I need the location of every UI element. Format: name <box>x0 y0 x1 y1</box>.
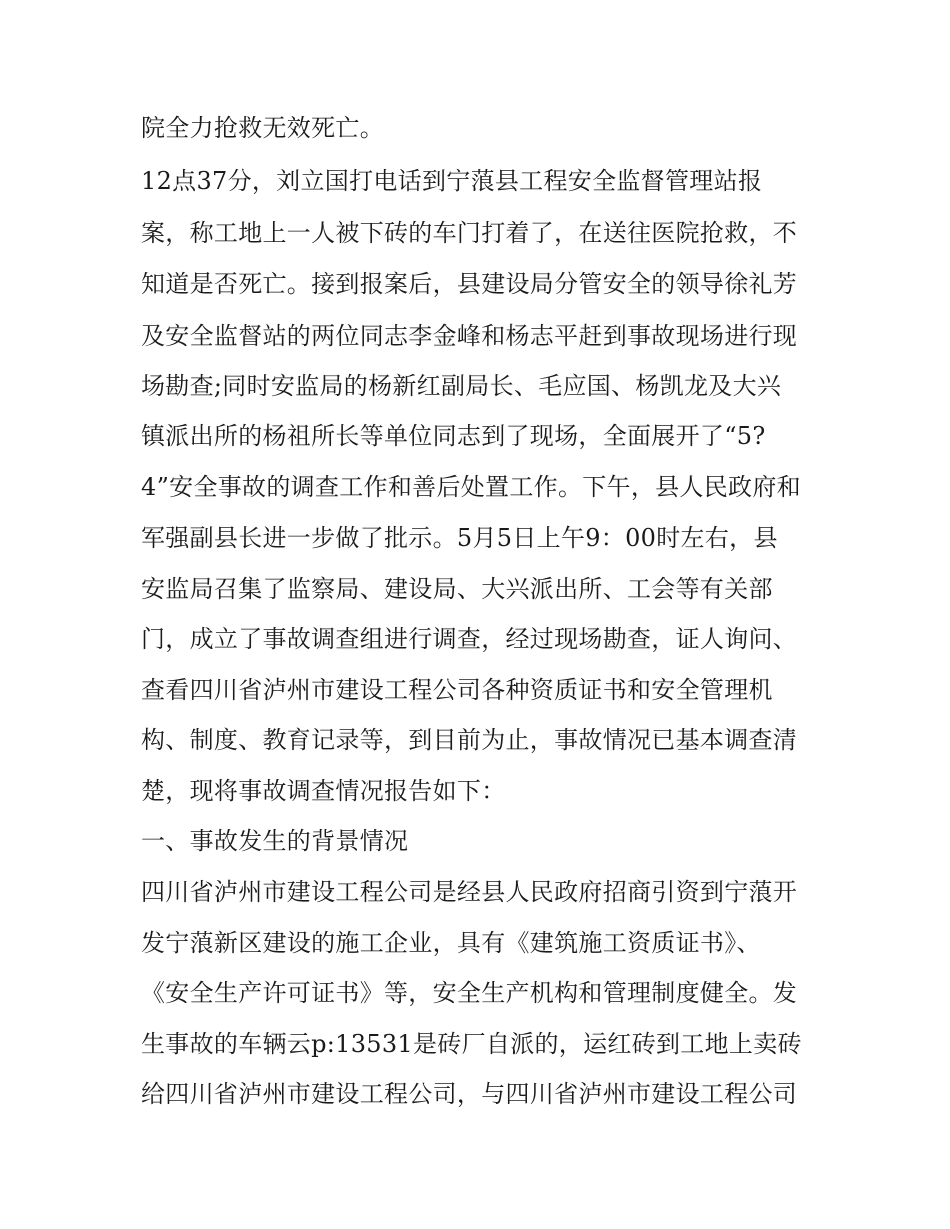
text-line-7: 镇派出所的杨祖所长等单位同志到了现场，全面展开了“5? <box>141 422 766 450</box>
text-line-9: 军强副县长进一步做了批示。5月5日上午9：00时左右，县 <box>141 524 778 552</box>
text-line-12: 查看四川省泸州市建设工程公司各种资质证书和安全管理机 <box>141 676 773 704</box>
section-heading: 一、事故发生的背景情况 <box>141 827 409 855</box>
text-line-16: 四川省泸州市建设工程公司是经县人民政府招商引资到宁蒗开 <box>141 878 798 906</box>
text-line-20: 给四川省泸州市建设工程公司，与四川省泸州市建设工程公司 <box>141 1080 798 1108</box>
text-line-5: 及安全监督站的两位同志李金峰和杨志平赶到事故现场进行现 <box>141 322 798 350</box>
text-line-17: 发宁蒗新区建设的施工企业，具有《建筑施工资质证书》、 <box>141 929 761 957</box>
text-line-10: 安监局召集了监察局、建设局、大兴派出所、工会等有关部 <box>141 575 773 603</box>
text-line-8: 4”安全事故的调查工作和善后处置工作。下午，县人民政府和 <box>141 473 801 501</box>
text-line-13: 构、制度、教育记录等，到目前为止，事故情况已基本调查清 <box>141 726 798 754</box>
text-line-6: 场勘查;同时安监局的杨新红副局长、毛应国、杨凯龙及大兴 <box>141 372 782 400</box>
text-line-4: 知道是否死亡。接到报案后，县建设局分管安全的领导徐礼芳 <box>141 270 798 298</box>
text-line-2: 12点37分，刘立国打电话到宁蒗县工程安全监督管理站报 <box>141 167 763 195</box>
text-line-19: 生事故的车辆云p:13531是砖厂自派的，运红砖到工地上卖砖 <box>141 1030 802 1058</box>
text-line-1: 院全力抢救无效死亡。 <box>141 114 384 142</box>
text-line-14: 楚，现将事故调查情况报告如下： <box>141 777 506 805</box>
text-line-3: 案，称工地上一人被下砖的车门打着了，在送往医院抢救，不 <box>141 219 798 247</box>
text-line-11: 门，成立了事故调查组进行调查，经过现场勘查，证人询问、 <box>141 625 798 653</box>
text-line-18: 《安全生产许可证书》等，安全生产机构和管理制度健全。发 <box>141 979 798 1007</box>
